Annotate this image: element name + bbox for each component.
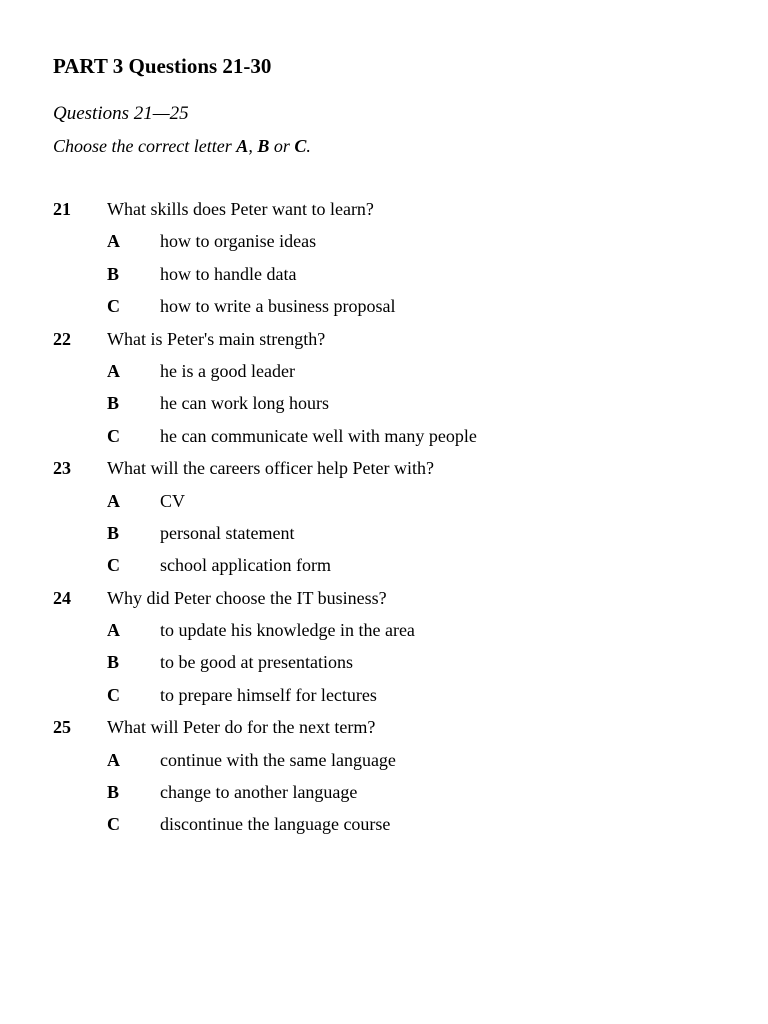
instruction-period: . (306, 136, 311, 156)
option-letter: C (107, 555, 120, 576)
question-number: 23 (53, 458, 71, 479)
question-number: 22 (53, 328, 71, 349)
question-22-option-a (53, 359, 768, 391)
option-text: to update his knowledge in the area (160, 620, 415, 641)
question-25 (53, 715, 768, 747)
question-list (53, 197, 768, 845)
question-text: Why did Peter choose the IT business? (107, 587, 387, 608)
question-text: What will Peter do for the next term? (107, 717, 376, 738)
question-22-option-b (53, 391, 768, 423)
question-22 (53, 327, 768, 359)
question-text: What skills does Peter want to learn? (107, 199, 374, 219)
instruction-comma: , (248, 136, 258, 156)
option-text: how to organise ideas (160, 231, 317, 252)
question-21 (53, 197, 768, 229)
instruction-letter-b: B (257, 136, 270, 156)
question-21-option-c (53, 294, 768, 326)
section-heading: Questions 21—25 (53, 103, 189, 124)
question-24-option-c (53, 683, 768, 715)
option-letter: A (107, 231, 120, 252)
question-text: What is Peter's main strength? (107, 328, 326, 349)
question-21-option-a (53, 229, 768, 261)
option-text: how to write a business proposal (160, 296, 396, 317)
question-text: What will the careers officer help Peter with? (107, 458, 435, 479)
option-text: he can work long hours (160, 393, 329, 414)
question-22-option-c (53, 424, 768, 456)
question-25-option-c (53, 812, 768, 844)
option-text: he is a good leader (160, 360, 295, 381)
option-letter: B (107, 263, 120, 284)
option-letter: C (107, 814, 120, 835)
question-number: 24 (53, 587, 71, 608)
option-text: to be good at presentations (160, 652, 353, 673)
option-letter: B (107, 652, 120, 673)
option-letter: A (107, 490, 120, 511)
option-text: change to another language (160, 782, 358, 803)
instruction-letter-a: A (236, 136, 249, 156)
question-24-option-b (53, 650, 768, 682)
option-text: school application form (160, 555, 331, 576)
option-letter: C (107, 425, 120, 446)
instruction-letter-c: C (294, 136, 307, 156)
option-text: continue with the same language (160, 749, 396, 770)
question-24 (53, 586, 768, 618)
question-25-option-b (53, 780, 768, 812)
question-23 (53, 456, 768, 488)
question-number: 25 (53, 717, 71, 738)
option-letter: B (107, 782, 120, 803)
question-number: 21 (53, 199, 71, 219)
instruction-text (53, 133, 768, 159)
option-text: discontinue the language course (160, 814, 391, 835)
option-letter: C (107, 684, 120, 705)
option-text: how to handle data (160, 263, 297, 284)
option-letter: A (107, 360, 120, 381)
part-title: PART 3 Questions 21-30 (53, 54, 272, 78)
option-letter: B (107, 393, 120, 414)
option-text: to prepare himself for lectures (160, 684, 377, 705)
option-letter: C (107, 296, 120, 317)
question-23-option-a (53, 489, 768, 521)
question-23-option-c (53, 553, 768, 585)
option-text: personal statement (160, 522, 295, 543)
option-text: CV (160, 490, 186, 511)
option-text: he can communicate well with many people (160, 425, 477, 446)
option-letter: A (107, 620, 120, 641)
question-21-option-b (53, 262, 768, 294)
option-letter: A (107, 749, 120, 770)
question-25-option-a (53, 748, 768, 780)
option-letter: B (107, 522, 120, 543)
question-24-option-a (53, 618, 768, 650)
question-23-option-b (53, 521, 768, 553)
instruction-prefix: Choose the correct letter (53, 136, 237, 156)
instruction-or: or (269, 136, 295, 156)
